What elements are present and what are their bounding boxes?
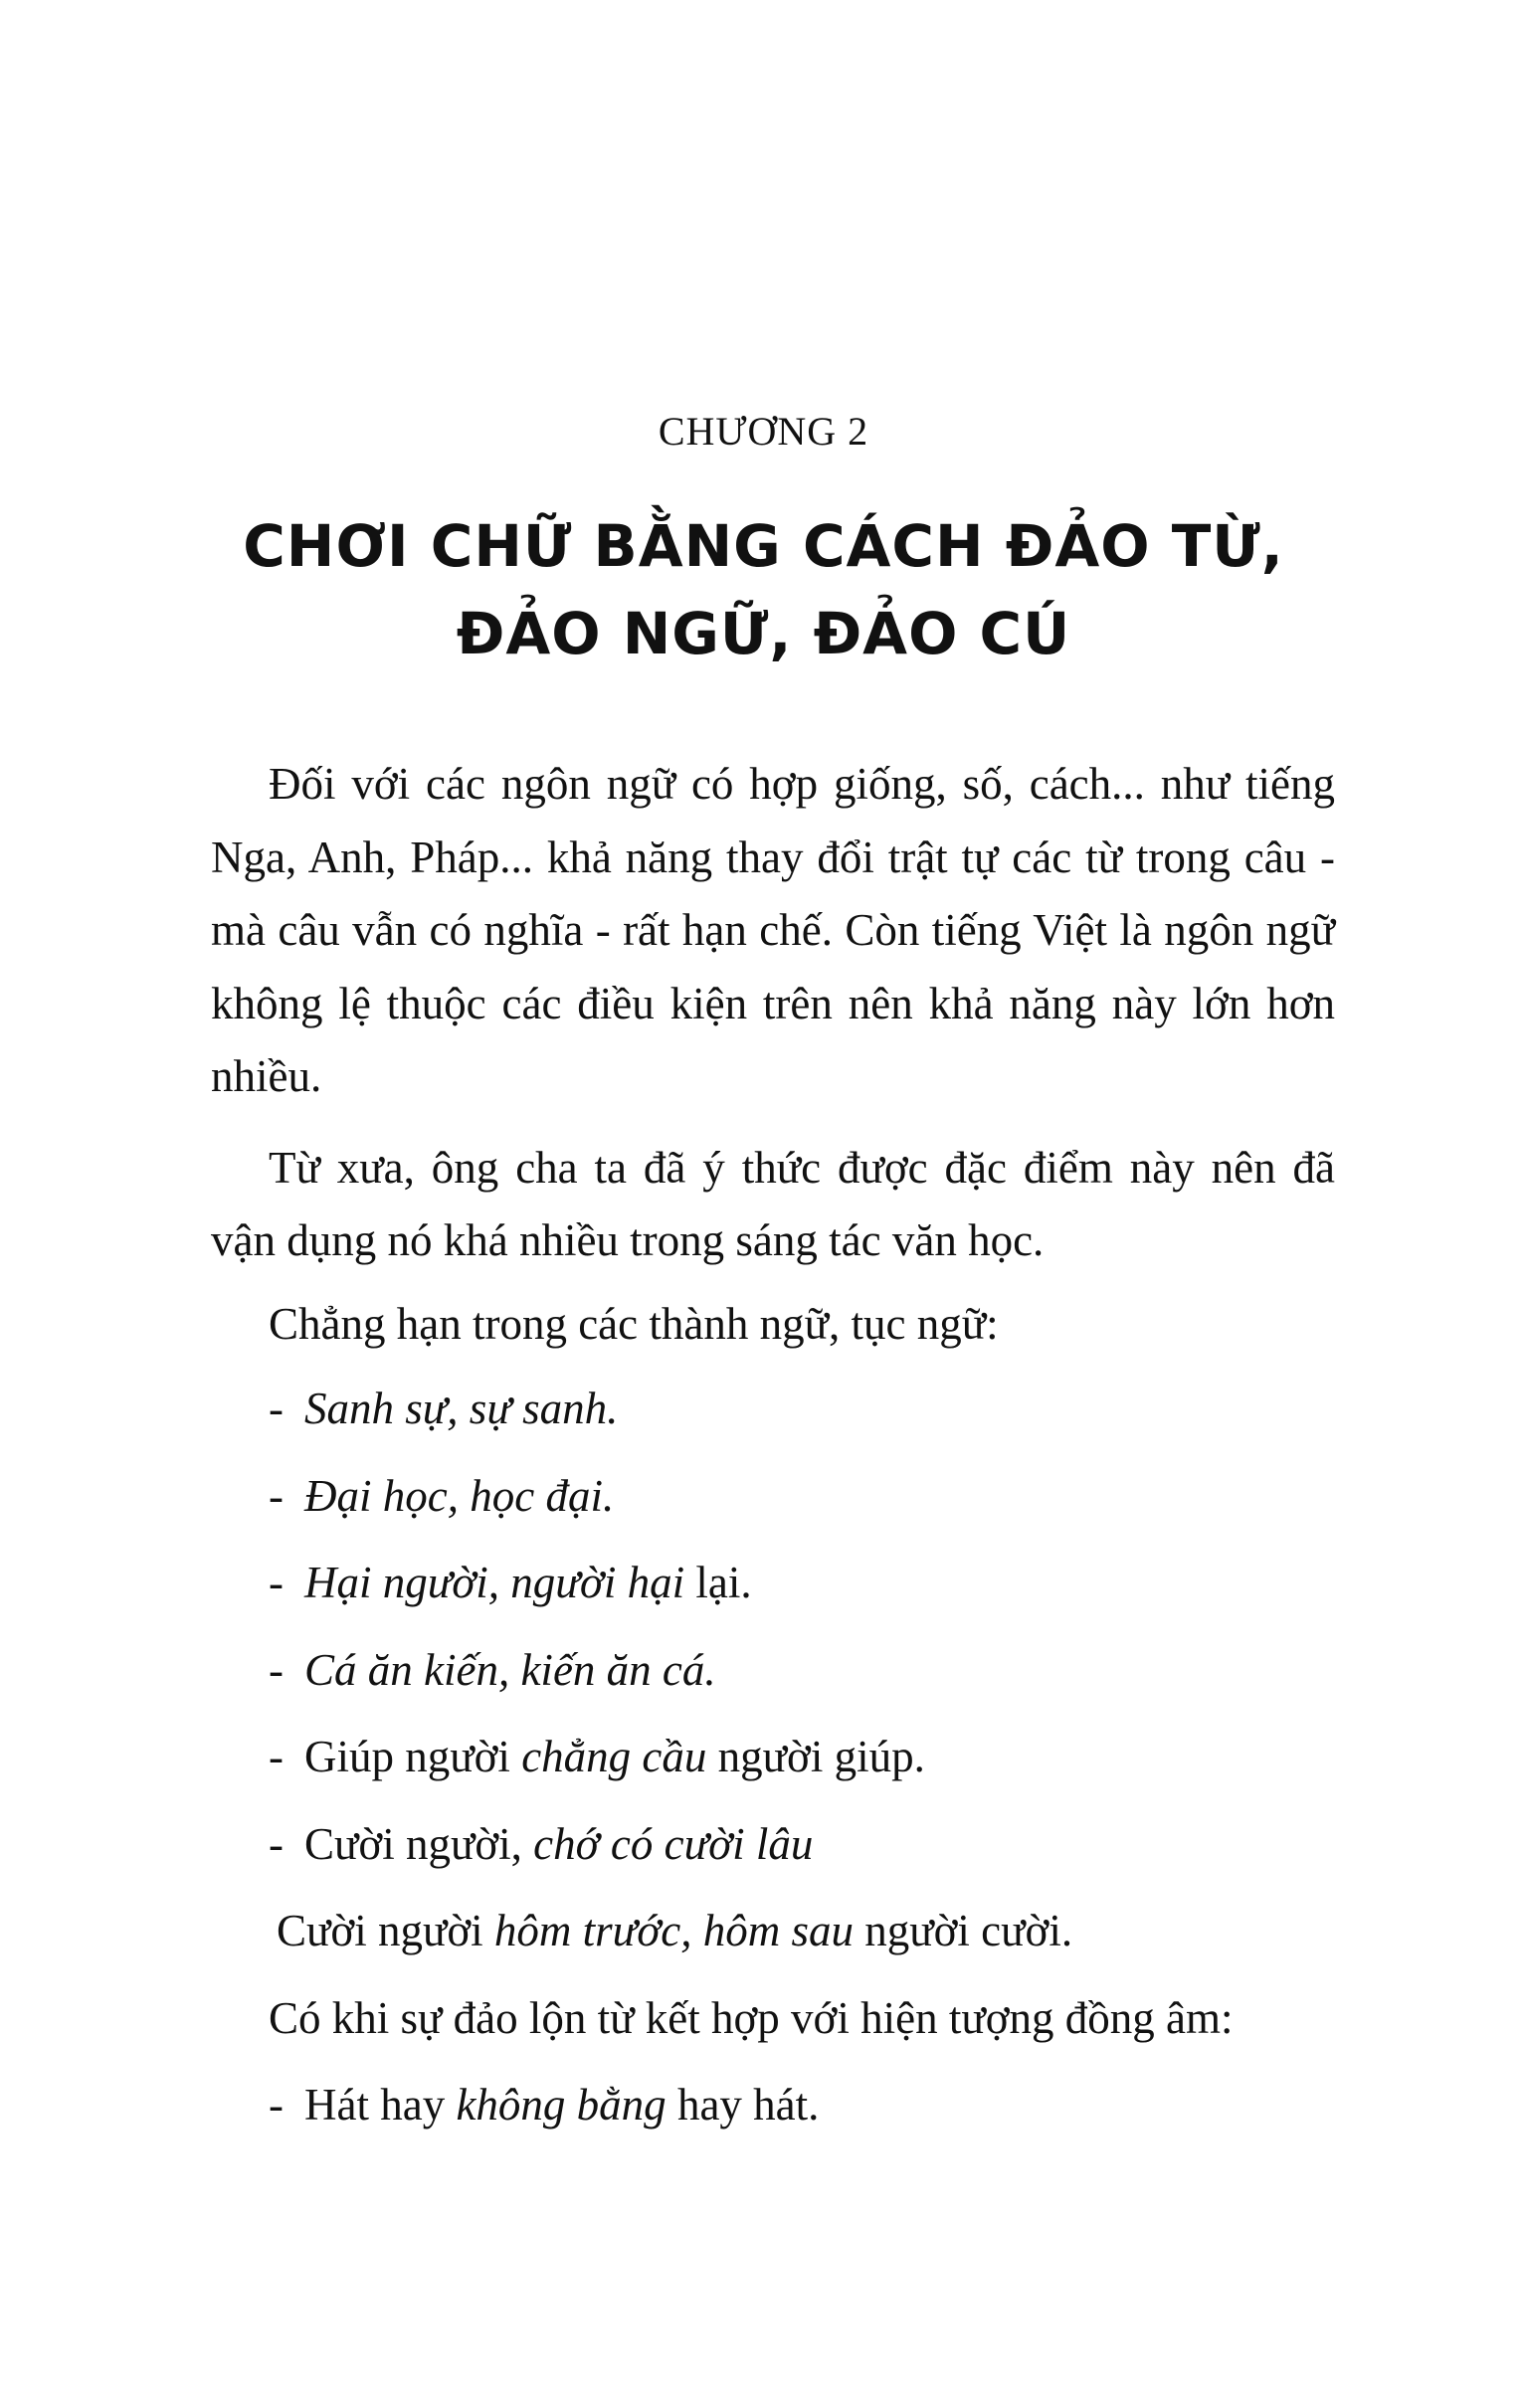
example-text: Sanh sự, sự sanh. xyxy=(304,1384,619,1433)
list-dash: - xyxy=(269,1732,284,1781)
example-text-plain: lại. xyxy=(684,1558,752,1607)
example-text-plain: Cười người, xyxy=(304,1818,534,1869)
paragraph-examples-intro: Chẳng hạn trong các thành ngữ, tục ngữ: xyxy=(269,1298,999,1349)
chapter-label: CHƯƠNG 2 xyxy=(658,409,869,454)
chapter-title xyxy=(0,502,1527,677)
chapter-title-line-2: ĐẢO NGỮ, ĐẢO CÚ xyxy=(456,600,1071,667)
example-item-6-continuation xyxy=(211,1895,1335,1968)
chapter-title-line-1: CHƠI CHỮ BẰNG CÁCH ĐẢO TỪ, xyxy=(243,512,1284,580)
example-text-plain: Hát hay xyxy=(304,2080,457,2130)
example-text-plain: hay hát. xyxy=(666,2080,820,2130)
example-item-2 xyxy=(211,1460,1335,1534)
example-text-italic: hôm trước, hôm sau xyxy=(493,1906,854,1955)
example-text-italic: chẳng cầu xyxy=(521,1732,707,1781)
paragraph-homophone-intro: Có khi sự đảo lộn từ kết hợp với hiện tượng đồng âm: xyxy=(269,1992,1234,2043)
example-item-3 xyxy=(211,1547,1335,1620)
list-dash: - xyxy=(269,1558,284,1607)
example-item-4 xyxy=(211,1634,1335,1708)
list-dash: - xyxy=(269,1818,284,1869)
body-text xyxy=(211,748,1335,2142)
list-dash: - xyxy=(269,1384,284,1433)
example-item-1 xyxy=(211,1373,1335,1446)
example-text-italic: không bằng xyxy=(456,2080,667,2130)
example-item-6 xyxy=(211,1808,1335,1882)
example-text-plain: Cười người xyxy=(277,1906,494,1955)
example-text: Cá ăn kiến, kiến ăn cá. xyxy=(304,1644,716,1695)
example-text-plain: Giúp người xyxy=(304,1732,522,1781)
example-item-5 xyxy=(211,1721,1335,1794)
paragraph-history: Từ xưa, ông cha ta đã ý thức được đặc điểm này nên đã vận dụng nó khá nhiều trong sáng tác văn học. xyxy=(211,1142,1335,1265)
example-text-italic: Hại người, người hại xyxy=(304,1558,685,1607)
list-dash: - xyxy=(269,1470,284,1521)
example-text-plain: người giúp. xyxy=(706,1732,925,1781)
example-item-7 xyxy=(211,2069,1335,2142)
list-dash: - xyxy=(269,2080,284,2130)
paragraph-intro: Đối với các ngôn ngữ có hợp giống, số, cách... như tiếng Nga, Anh, Pháp... khả năng thay đổi trật tự các từ trong câu - mà câu vẫn có nghĩa - rất hạn chế. Còn tiếng Việt là ngôn ngữ không lệ thuộc các điều kiện trên nên khả năng này lớn hơn nhiều. xyxy=(211,759,1335,1101)
example-text-plain: người cười. xyxy=(853,1906,1073,1955)
example-text-italic: chớ có cười lâu xyxy=(533,1818,814,1869)
list-dash: - xyxy=(269,1644,284,1695)
example-text: Đại học, học đại. xyxy=(304,1470,615,1521)
